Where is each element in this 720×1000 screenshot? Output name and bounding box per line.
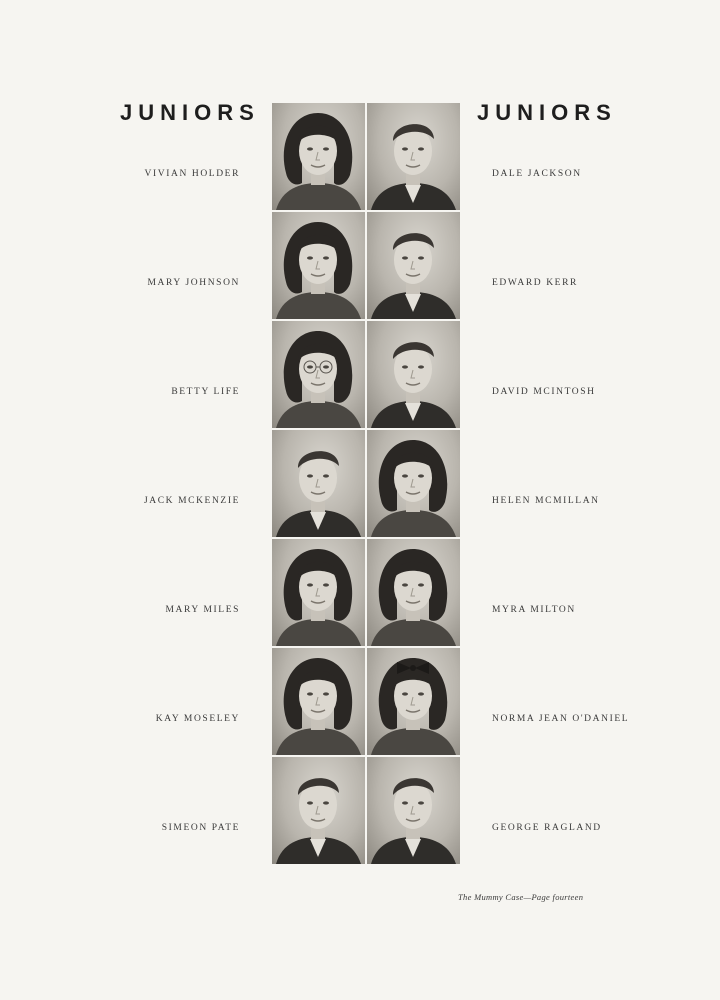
portrait-right-7 — [367, 757, 460, 864]
student-name-right: GEORGE RAGLAND — [492, 823, 602, 833]
heading-right: JUNIORS — [477, 100, 617, 125]
portrait-figure — [272, 757, 365, 864]
student-name-right: MYRA MILTON — [492, 605, 576, 615]
portrait-figure — [272, 648, 365, 755]
student-name-right: HELEN MCMILLAN — [492, 496, 600, 506]
student-name-left: VIVIAN HOLDER — [144, 169, 240, 179]
student-name-left: SIMEON PATE — [161, 823, 240, 833]
portrait-left-1 — [272, 103, 365, 210]
portrait-right-4 — [367, 430, 460, 537]
portrait-figure — [367, 430, 460, 537]
portrait-figure — [367, 212, 460, 319]
portrait-left-2 — [272, 212, 365, 319]
student-name-right: EDWARD KERR — [492, 278, 578, 288]
heading-left: JUNIORS — [120, 100, 260, 125]
portrait-right-2 — [367, 212, 460, 319]
portrait-figure — [367, 539, 460, 646]
student-name-left: MARY MILES — [165, 605, 240, 615]
student-name-right: DAVID MCINTOSH — [492, 387, 596, 397]
student-name-left: JACK MCKENZIE — [143, 496, 240, 506]
portrait-left-7 — [272, 757, 365, 864]
portrait-left-6 — [272, 648, 365, 755]
student-name-right: NORMA JEAN O'DANIEL — [492, 714, 630, 724]
page-footer: The Mummy Case—Page fourteen — [458, 892, 584, 902]
portrait-figure — [272, 212, 365, 319]
student-name-left: KAY MOSELEY — [155, 714, 240, 724]
student-name-left: MARY JOHNSON — [147, 278, 240, 288]
student-name-left: BETTY LIFE — [171, 387, 240, 397]
portrait-figure — [272, 321, 365, 428]
portrait-left-5 — [272, 539, 365, 646]
student-name-right: DALE JACKSON — [492, 169, 582, 179]
portrait-right-5 — [367, 539, 460, 646]
portrait-right-6 — [367, 648, 460, 755]
portrait-figure — [367, 103, 460, 210]
portrait-right-3 — [367, 321, 460, 428]
portrait-right-1 — [367, 103, 460, 210]
portrait-grid — [272, 103, 460, 864]
portrait-figure — [272, 539, 365, 646]
portrait-figure — [367, 321, 460, 428]
portrait-figure — [272, 103, 365, 210]
portrait-figure — [367, 648, 460, 755]
portrait-left-3 — [272, 321, 365, 428]
portrait-figure — [272, 430, 365, 537]
portrait-figure — [367, 757, 460, 864]
portrait-left-4 — [272, 430, 365, 537]
